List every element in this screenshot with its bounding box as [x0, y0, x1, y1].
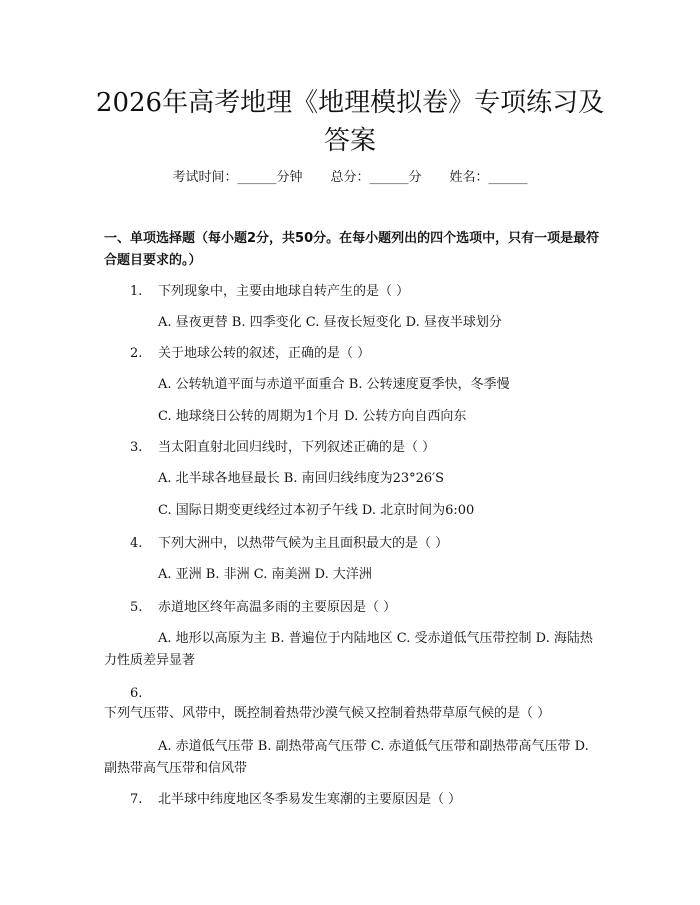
question-6 — [104, 684, 600, 724]
total-score-field: 总分：______分 — [330, 170, 422, 185]
student-name-field: 姓名：______ — [449, 170, 528, 185]
option-text: C. 地球绕日公转的周期为1个月 D. 公转方向自西向东 — [158, 409, 467, 424]
question-1 — [104, 282, 600, 302]
question-3-options-line-2 — [104, 500, 600, 522]
question-text: 关于地球公转的叙述，正确的是（ ） — [158, 346, 371, 361]
question-number: 1. — [130, 284, 143, 299]
question-text: 北半球中纬度地区冬季易发生寒潮的主要原因是（ ） — [158, 792, 462, 807]
question-text: 下列现象中，主要由地球自转产生的是（ ） — [158, 284, 410, 299]
question-text: 下列气压带、风带中，既控制着热带沙漠气候又控制着热带草原气候的是（ ） — [104, 706, 551, 721]
question-number: 5. — [130, 600, 143, 615]
question-7 — [104, 790, 600, 810]
question-6-options — [104, 736, 600, 780]
question-number: 6. — [130, 686, 143, 701]
question-number: 4. — [130, 536, 143, 551]
question-text: 当太阳直射北回归线时，下列叙述正确的是（ ） — [158, 440, 436, 455]
question-2-options-line-2 — [104, 406, 600, 428]
question-text: 赤道地区终年高温多雨的主要原因是（ ） — [158, 600, 397, 615]
question-number: 3. — [130, 440, 143, 455]
option-text: A. 地形以高原为主 B. 普遍位于内陆地区 C. 受赤道低气压带控制 D. 海陆热力性质差异显著 — [104, 631, 593, 668]
question-number: 2. — [130, 346, 143, 361]
option-text: A. 亚洲 B. 非洲 C. 南美洲 D. 大洋洲 — [158, 567, 372, 582]
option-text: C. 国际日期变更线经过本初子午线 D. 北京时间为6:00 — [158, 503, 475, 518]
section-heading: 一、单项选择题（每小题2分，共50分。在每小题列出的四个选项中，只有一项是最符合题目要求的。） — [104, 231, 600, 268]
question-3 — [104, 438, 600, 458]
question-1-options-line-1 — [104, 312, 600, 334]
question-number: 7. — [130, 792, 143, 807]
question-4-options-line-1 — [104, 564, 600, 586]
question-3-options-line-1 — [104, 468, 600, 490]
exam-time-field: 考试时间：______分钟 — [172, 170, 303, 185]
question-5 — [104, 598, 600, 618]
document-title: 2026年高考地理《地理模拟卷》专项练习及答案 — [95, 88, 605, 156]
option-text: A. 北半球各地昼最长 B. 南回归线纬度为23°26′S — [158, 471, 445, 486]
question-2-options-line-1 — [104, 374, 600, 396]
exam-info-line — [0, 168, 700, 188]
option-text: A. 赤道低气压带 B. 副热带高气压带 C. 赤道低气压带和副热带高气压带 D. 副热带高气压带和信风带 — [104, 739, 589, 776]
question-2 — [104, 344, 600, 364]
question-4 — [104, 534, 600, 554]
question-5-options — [104, 628, 600, 672]
question-text: 下列大洲中，以热带气候为主且面积最大的是（ ） — [158, 536, 449, 551]
option-text: A. 公转轨道平面与赤道平面重合 B. 公转速度夏季快，冬季慢 — [158, 377, 510, 392]
option-text: A. 昼夜更替 B. 四季变化 C. 昼夜长短变化 D. 昼夜半球划分 — [158, 315, 502, 330]
